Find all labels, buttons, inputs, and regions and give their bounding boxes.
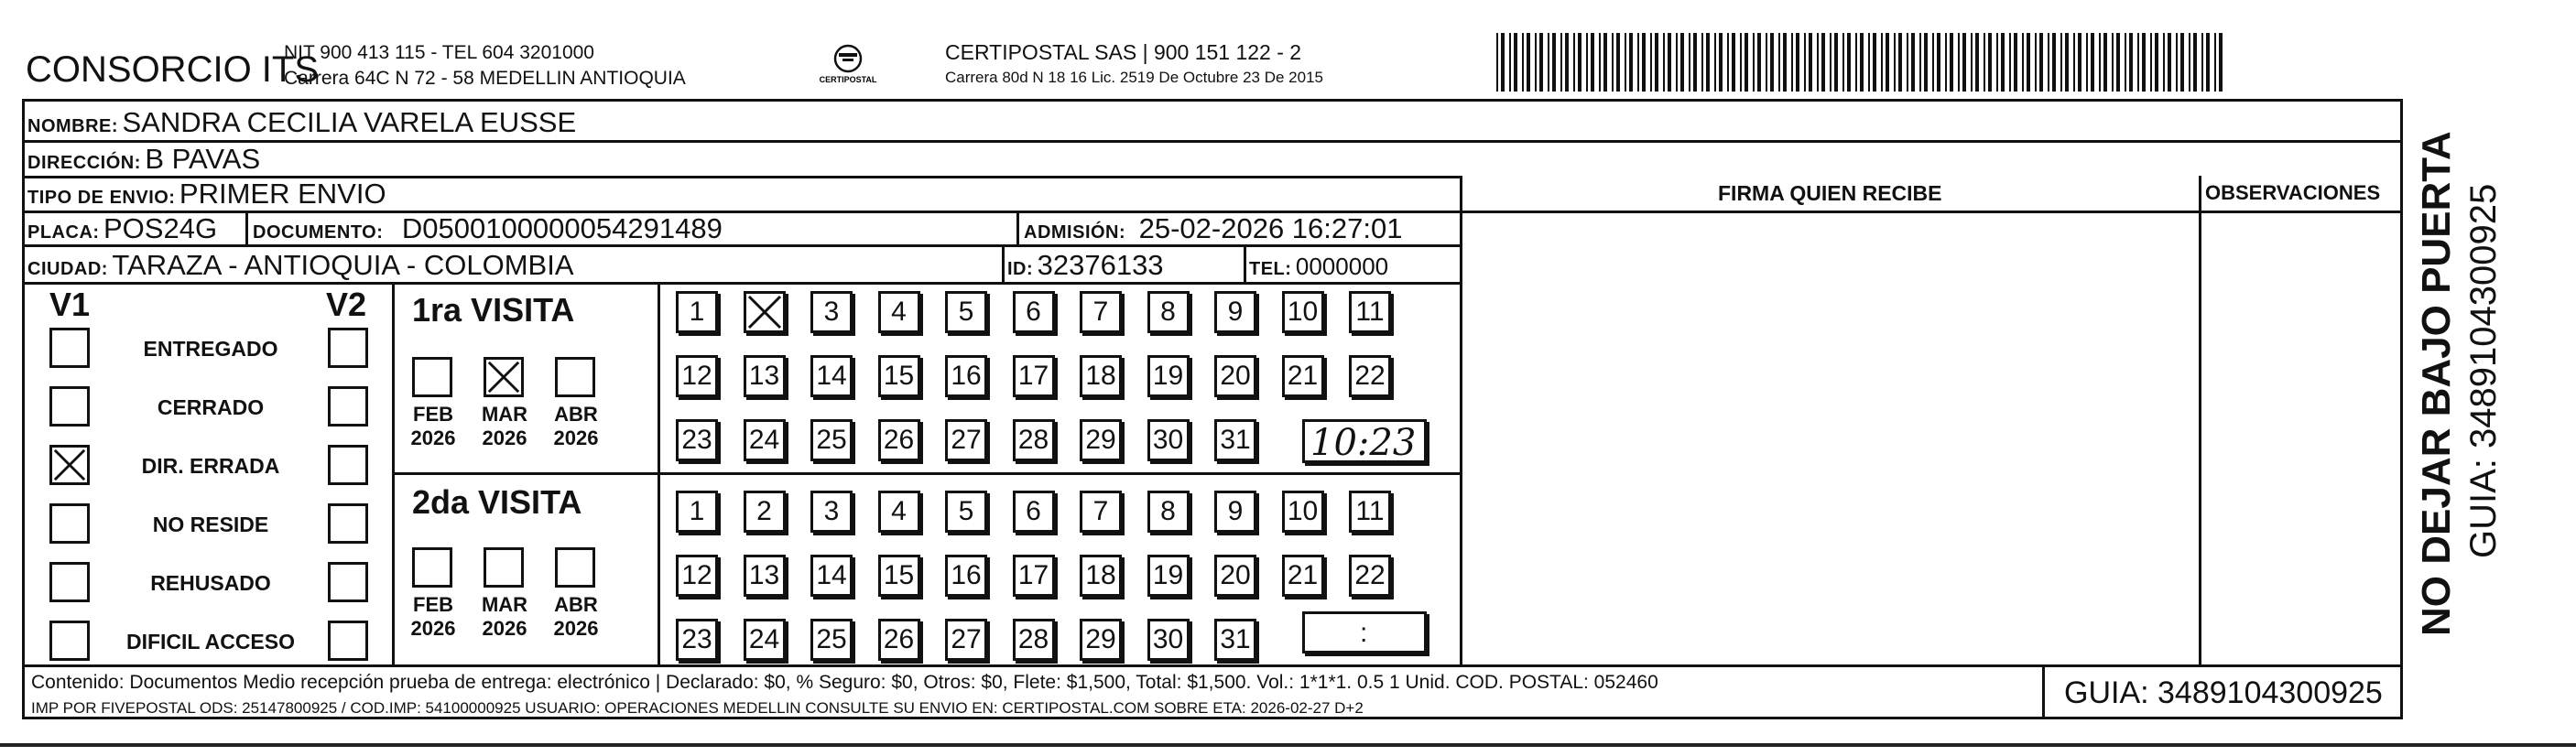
second-visit-day[interactable]: 6: [1013, 491, 1055, 533]
barcode: [1496, 33, 2229, 92]
second-visit-day[interactable]: 23: [676, 619, 718, 661]
barcode-bar: [1911, 33, 1915, 92]
first-visit-year-label: 2026: [482, 427, 527, 449]
barcode-bar: [1778, 33, 1780, 92]
second-visit-day[interactable]: 19: [1147, 555, 1190, 597]
barcode-bar: [1599, 33, 1601, 92]
second-visit-month-checkbox[interactable]: [555, 547, 595, 588]
guia-box: GUIA: 3489104300925: [2064, 675, 2383, 710]
reason-label: DIFICIL ACCESO: [125, 630, 295, 653]
barcode-bar: [1535, 33, 1537, 92]
barcode-bar: [1714, 33, 1716, 92]
barcode-bar: [2091, 33, 2094, 92]
second-visit-time-value: :: [1360, 618, 1368, 648]
barcode-bar: [2078, 33, 2081, 92]
second-visit-day[interactable]: 27: [945, 619, 987, 661]
barcode-bar: [1860, 33, 1864, 92]
barcode-bar: [1950, 33, 1953, 92]
second-visit-month-checkbox[interactable]: [412, 547, 452, 588]
documento-label: DOCUMENTO:: [253, 222, 384, 243]
placa-label: PLACA:: [27, 222, 100, 243]
second-visit-day[interactable]: 2: [744, 491, 786, 533]
barcode-bar: [1591, 33, 1594, 92]
placa-field: [27, 212, 217, 245]
barcode-bar: [1560, 33, 1562, 92]
company-name: CONSORCIO ITS: [26, 49, 320, 90]
barcode-bar: [1804, 33, 1806, 92]
first-visit-day[interactable]: 19: [1147, 355, 1190, 397]
reason-label: ENTREGADO: [143, 337, 278, 361]
barcode-bar: [1924, 33, 1928, 92]
observaciones-header: OBSERVACIONES: [2205, 181, 2381, 204]
v2-checkbox[interactable]: [328, 445, 368, 485]
barcode-bar: [1637, 33, 1639, 92]
documento-value: D0500100000054291489: [401, 212, 723, 244]
barcode-bar: [1539, 33, 1543, 92]
barcode-bar: [2150, 33, 2152, 92]
first-visit-day[interactable]: 20: [1214, 355, 1256, 397]
second-visit-month-label: ABR: [554, 593, 598, 616]
barcode-bar: [1753, 33, 1755, 92]
second-visit-day[interactable]: 4: [878, 491, 920, 533]
first-visit-title: 1ra VISITA: [412, 291, 575, 329]
barcode-bar: [1573, 33, 1575, 92]
barcode-bar: [1996, 33, 1998, 92]
barcode-bar: [2201, 33, 2203, 92]
barcode-bar: [1881, 33, 1883, 92]
second-visit-time[interactable]: [1302, 611, 1427, 653]
barcode-bar: [1655, 33, 1658, 92]
admision-label: ADMISIÓN:: [1024, 222, 1126, 243]
reason-label: NO RESIDE: [152, 513, 269, 536]
barcode-bar: [2073, 33, 2075, 92]
nombre-value: SANDRA CECILIA VARELA EUSSE: [122, 106, 577, 138]
second-visit-year-label: 2026: [553, 617, 599, 640]
barcode-bar: [1616, 33, 1620, 92]
barcode-bar: [1873, 33, 1876, 92]
first-visit-day[interactable]: 25: [810, 419, 853, 461]
first-visit-day[interactable]: 9: [1214, 291, 1256, 333]
second-visit-day[interactable]: 31: [1214, 619, 1256, 661]
v2-checkbox[interactable]: [328, 503, 368, 544]
direccion-field: [27, 143, 260, 176]
first-visit-day[interactable]: 21: [1282, 355, 1324, 397]
first-visit-day[interactable]: 12: [676, 355, 718, 397]
tel-label: TEL:: [1249, 259, 1292, 279]
first-visit-month-label: MAR: [481, 403, 528, 426]
tel-value: 0000000: [1295, 253, 1389, 280]
first-visit-day[interactable]: 15: [878, 355, 920, 397]
barcode-bar: [1796, 33, 1799, 92]
barcode-bar: [1855, 33, 1857, 92]
id-field: [1007, 249, 1164, 282]
first-visit-day[interactable]: 31: [1214, 419, 1256, 461]
first-visit-day[interactable]: 17: [1013, 355, 1055, 397]
first-visit-day[interactable]: 3: [810, 291, 853, 333]
second-visit-day[interactable]: 29: [1080, 619, 1122, 661]
v1-label: V1: [49, 286, 91, 323]
second-visit-day[interactable]: 9: [1214, 491, 1256, 533]
barcode-bar: [1834, 33, 1838, 92]
barcode-bar: [2099, 33, 2101, 92]
barcode-bar: [1817, 33, 1819, 92]
barcode-bar: [2176, 33, 2178, 92]
barcode-bar: [1783, 33, 1787, 92]
barcode-bar: [1727, 33, 1729, 92]
second-visit-day[interactable]: 1: [676, 491, 718, 533]
barcode-bar: [1842, 33, 1844, 92]
barcode-bar: [2112, 33, 2114, 92]
second-visit-day[interactable]: 30: [1147, 619, 1190, 661]
barcode-bar: [2022, 33, 2024, 92]
barcode-bar: [2214, 33, 2216, 92]
id-label: ID:: [1007, 259, 1034, 279]
barcode-bar: [1501, 33, 1505, 92]
barcode-bar: [1937, 33, 1940, 92]
second-visit-day[interactable]: 7: [1080, 491, 1122, 533]
first-visit-year-label: 2026: [410, 427, 456, 449]
barcode-bar: [1509, 33, 1511, 92]
first-visit-day[interactable]: 18: [1080, 355, 1122, 397]
barcode-bar: [1809, 33, 1812, 92]
first-visit-day[interactable]: 11: [1349, 291, 1391, 333]
barcode-bar: [2027, 33, 2030, 92]
second-visit-day[interactable]: 3: [810, 491, 853, 533]
documento-field: [253, 212, 723, 245]
barcode-bar: [1603, 33, 1607, 92]
barcode-bar: [1629, 33, 1633, 92]
barcode-bar: [1830, 33, 1831, 92]
admision-field: [1024, 212, 1402, 245]
barcode-bar: [1668, 33, 1671, 92]
firma-header: FIRMA QUIEN RECIBE: [1718, 181, 1942, 205]
barcode-bar: [1757, 33, 1761, 92]
barcode-bar: [1984, 33, 1985, 92]
barcode-bar: [2125, 33, 2126, 92]
second-visit-day[interactable]: 22: [1349, 555, 1391, 597]
ciudad-label: CIUDAD:: [27, 259, 108, 279]
barcode-bar: [1650, 33, 1652, 92]
ciudad-field: [27, 249, 574, 282]
v2-checkbox[interactable]: [328, 328, 368, 368]
second-visit-day[interactable]: 13: [744, 555, 786, 597]
placa-value: POS24G: [103, 212, 218, 244]
first-visit-month-label: ABR: [554, 403, 598, 426]
barcode-bar: [1847, 33, 1851, 92]
barcode-bar: [1971, 33, 1973, 92]
barcode-bar: [2163, 33, 2165, 92]
barcode-bar: [2193, 33, 2197, 92]
first-visit-month-checkbox[interactable]: [484, 357, 524, 397]
nombre-field: [27, 106, 576, 139]
nombre-label: NOMBRE:: [27, 116, 119, 136]
first-visit-day[interactable]: 24: [744, 419, 786, 461]
v2-checkbox[interactable]: [328, 621, 368, 661]
barcode-bar: [1565, 33, 1569, 92]
barcode-bar: [1791, 33, 1793, 92]
barcode-bar: [1548, 33, 1549, 92]
first-visit-day[interactable]: 22: [1349, 355, 1391, 397]
barcode-bar: [1496, 33, 1498, 92]
v2-checkbox[interactable]: [328, 386, 368, 427]
first-visit-day[interactable]: 7: [1080, 291, 1122, 333]
first-visit-day[interactable]: 8: [1147, 291, 1190, 333]
no-dejar-warning: NO DEJAR BAJO PUERTA: [2414, 131, 2459, 636]
barcode-bar: [1919, 33, 1921, 92]
barcode-bar: [1642, 33, 1646, 92]
second-visit-day[interactable]: 20: [1214, 555, 1256, 597]
barcode-bar: [2189, 33, 2190, 92]
id-value: 32376133: [1037, 249, 1164, 281]
first-visit-month-checkbox[interactable]: [555, 357, 595, 397]
barcode-bar: [2206, 33, 2210, 92]
first-visit-day[interactable]: 30: [1147, 419, 1190, 461]
second-visit-day[interactable]: 15: [878, 555, 920, 597]
barcode-bar: [1719, 33, 1723, 92]
second-visit-day[interactable]: 21: [1282, 555, 1324, 597]
admision-value: 25-02-2026 16:27:01: [1138, 212, 1403, 244]
first-visit-day[interactable]: 6: [1013, 291, 1055, 333]
barcode-bar: [2065, 33, 2069, 92]
barcode-bar: [1689, 33, 1690, 92]
barcode-bar: [1552, 33, 1556, 92]
barcode-bar: [2142, 33, 2146, 92]
first-visit-day[interactable]: 23: [676, 419, 718, 461]
second-visit-day[interactable]: 18: [1080, 555, 1122, 597]
second-visit-title: 2da VISITA: [412, 483, 582, 521]
reason-label: CERRADO: [157, 395, 265, 419]
second-visit-day[interactable]: 5: [945, 491, 987, 533]
footer-print-info: IMP POR FIVEPOSTAL ODS: 25147800925 / COD.IMP: 54100000925 USUARIO: OPERACIONES MEDELLIN CONSULTE SU ENVIO EN: CERTIPOSTAL.COM SOBRE ETA: 2026-02-27 D+2: [31, 699, 1364, 717]
second-visit-day[interactable]: 8: [1147, 491, 1190, 533]
first-visit-day[interactable]: 13: [744, 355, 786, 397]
barcode-bar: [2129, 33, 2133, 92]
barcode-bar: [1625, 33, 1626, 92]
first-visit-day[interactable]: 16: [945, 355, 987, 397]
first-visit-day[interactable]: 4: [878, 291, 920, 333]
v2-label: V2: [326, 286, 367, 323]
barcode-bar: [1868, 33, 1870, 92]
barcode-bar: [2103, 33, 2107, 92]
barcode-bar: [1894, 33, 1896, 92]
barcode-bar: [1680, 33, 1684, 92]
first-visit-day[interactable]: 26: [878, 419, 920, 461]
second-visit-day[interactable]: 26: [878, 619, 920, 661]
barcode-bar: [1770, 33, 1774, 92]
barcode-bar: [2009, 33, 2011, 92]
first-visit-day[interactable]: 29: [1080, 419, 1122, 461]
tipo-label: TIPO DE ENVIO:: [27, 188, 176, 208]
tipo-field: [27, 178, 386, 211]
barcode-bar: [1975, 33, 1979, 92]
barcode-bar: [1945, 33, 1947, 92]
firma-area[interactable]: [1462, 213, 2199, 664]
observaciones-area[interactable]: [2201, 213, 2403, 664]
second-visit-month-checkbox[interactable]: [484, 547, 524, 588]
second-visit-day[interactable]: 25: [810, 619, 853, 661]
first-visit-time[interactable]: [1302, 419, 1427, 463]
company-address: Carrera 64C N 72 - 58 MEDELLIN ANTIOQUIA: [284, 68, 686, 89]
barcode-bar: [1821, 33, 1825, 92]
first-visit-day[interactable]: 27: [945, 419, 987, 461]
first-visit-year-label: 2026: [553, 427, 599, 449]
barcode-bar: [1745, 33, 1748, 92]
first-visit-day[interactable]: 1: [676, 291, 718, 333]
second-visit-day[interactable]: 16: [945, 555, 987, 597]
barcode-bar: [1527, 33, 1530, 92]
certipostal-logo: [819, 42, 877, 90]
barcode-bar: [1740, 33, 1742, 92]
first-visit-day[interactable]: 10: [1282, 291, 1324, 333]
barcode-bar: [2086, 33, 2088, 92]
second-visit-day[interactable]: 24: [744, 619, 786, 661]
barcode-bar: [1514, 33, 1517, 92]
tel-field: [1249, 253, 1388, 281]
carrier-license: Carrera 80d N 18 16 Lic. 2519 De Octubre 23 De 2015: [945, 69, 1323, 86]
barcode-bar: [2048, 33, 2049, 92]
first-visit-day[interactable]: 28: [1013, 419, 1055, 461]
barcode-bar: [1676, 33, 1678, 92]
svg-text:CERTIPOSTAL: CERTIPOSTAL: [819, 75, 877, 84]
tipo-value: PRIMER ENVIO: [179, 178, 386, 210]
second-visit-year-label: 2026: [482, 617, 527, 640]
direccion-label: DIRECCIÓN:: [27, 153, 141, 173]
second-visit-day[interactable]: 17: [1013, 555, 1055, 597]
second-visit-day[interactable]: 14: [810, 555, 853, 597]
second-visit-year-label: 2026: [410, 617, 456, 640]
barcode-bar: [2039, 33, 2043, 92]
reason-label: REHUSADO: [150, 571, 271, 595]
second-visit-day[interactable]: 12: [676, 555, 718, 597]
second-visit-day[interactable]: 10: [1282, 491, 1324, 533]
carrier-info: CERTIPOSTAL SAS | 900 151 122 - 2: [945, 40, 1302, 64]
barcode-bar: [2137, 33, 2139, 92]
barcode-bar: [2052, 33, 2056, 92]
barcode-bar: [1586, 33, 1588, 92]
barcode-bar: [2060, 33, 2062, 92]
barcode-bar: [1701, 33, 1703, 92]
barcode-bar: [1663, 33, 1665, 92]
barcode-bar: [1962, 33, 1966, 92]
ciudad-value: TARAZA - ANTIOQUIA - COLOMBIA: [112, 249, 574, 281]
barcode-bar: [1693, 33, 1697, 92]
barcode-bar: [1907, 33, 1908, 92]
barcode-bar: [1612, 33, 1614, 92]
second-visit-day[interactable]: 28: [1013, 619, 1055, 661]
barcode-bar: [2219, 33, 2223, 92]
barcode-bar: [1522, 33, 1524, 92]
barcode-bar: [1766, 33, 1767, 92]
barcode-bar: [1988, 33, 1992, 92]
barcode-bar: [1886, 33, 1889, 92]
barcode-bar: [1732, 33, 1735, 92]
reason-label: DIR. ERRADA: [141, 454, 280, 478]
v2-checkbox[interactable]: [328, 562, 368, 602]
first-visit-time-value: 10:23: [1310, 422, 1417, 464]
second-visit-day[interactable]: 11: [1349, 491, 1391, 533]
barcode-bar: [1706, 33, 1710, 92]
barcode-bar: [1898, 33, 1902, 92]
side-guia: GUIA: 3489104300925: [2463, 183, 2504, 558]
barcode-bar: [2001, 33, 2005, 92]
first-visit-day[interactable]: [744, 291, 786, 333]
second-visit-month-label: MAR: [481, 593, 528, 616]
barcode-bar: [2180, 33, 2184, 92]
barcode-bar: [2155, 33, 2158, 92]
barcode-bar: [1578, 33, 1581, 92]
company-nit: NIT 900 413 115 - TEL 604 3201000: [284, 42, 594, 63]
barcode-bar: [2116, 33, 2120, 92]
barcode-bar: [2014, 33, 2017, 92]
first-visit-day[interactable]: 5: [945, 291, 987, 333]
barcode-bar: [2035, 33, 2037, 92]
first-visit-month-checkbox[interactable]: [412, 357, 452, 397]
direccion-value: B PAVAS: [145, 143, 261, 175]
first-visit-day[interactable]: 14: [810, 355, 853, 397]
barcode-bar: [2168, 33, 2171, 92]
first-visit-month-label: FEB: [413, 403, 453, 426]
barcode-bar: [1932, 33, 1934, 92]
footer-contents: Contenido: Documentos Medio recepción prueba de entrega: electrónico | Declarado: $0, % Seguro: $0, Otros: $0, Flete: $1,500, Total: $1,500. Vol.: 1*1*1. 0.5 1 Unid. COD. POSTAL: 052460: [31, 672, 1658, 693]
second-visit-month-label: FEB: [413, 593, 453, 616]
barcode-bar: [1958, 33, 1960, 92]
